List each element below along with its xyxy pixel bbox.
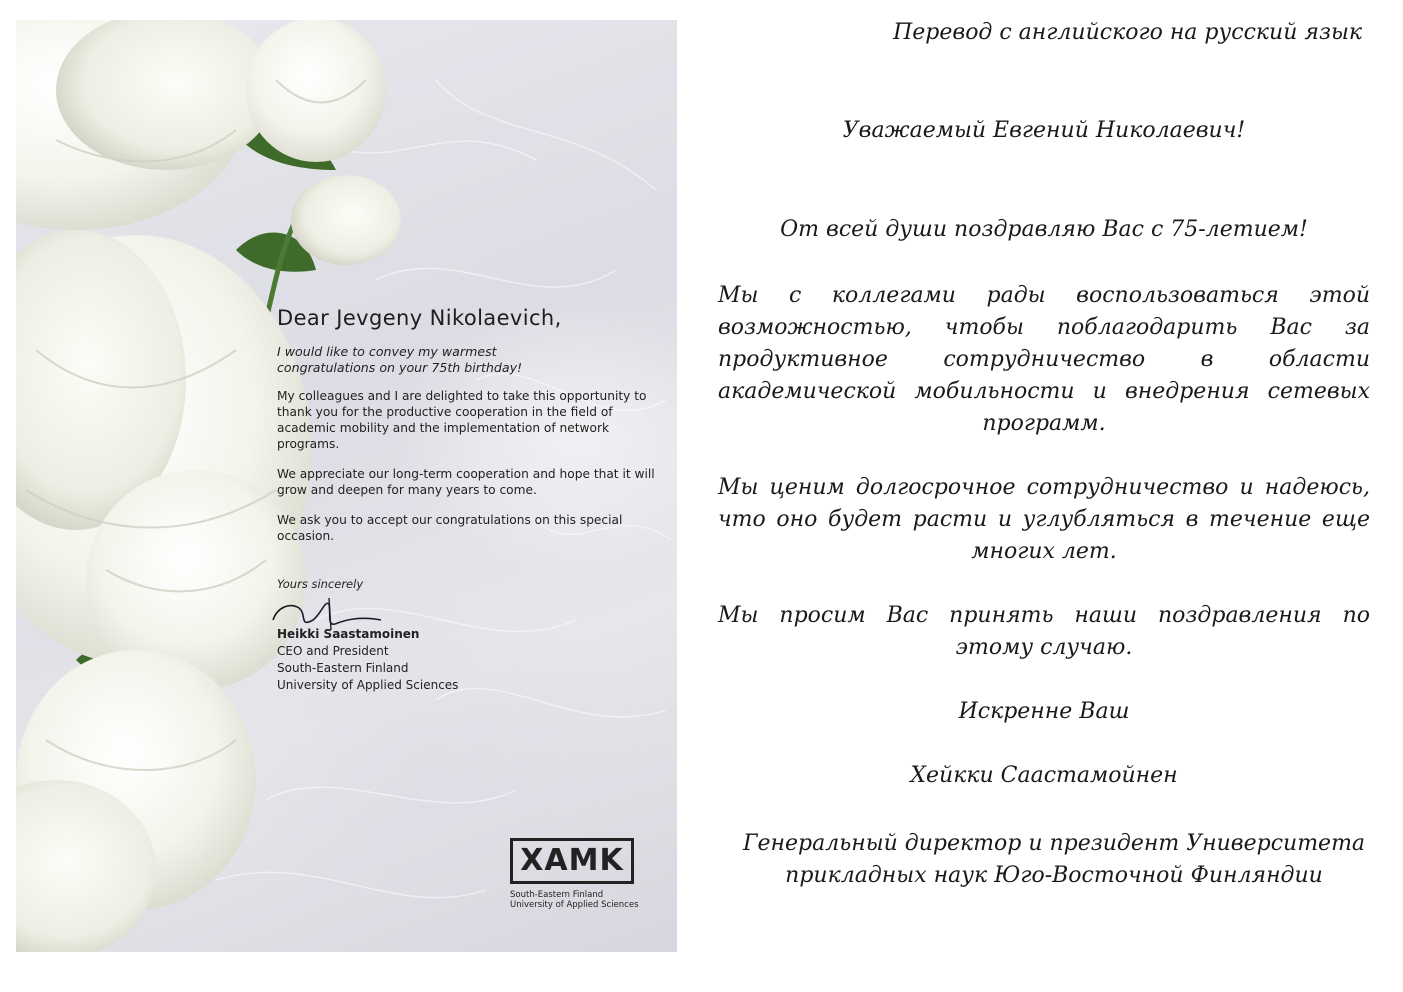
- signer-role: CEO and President: [277, 644, 389, 658]
- signer-name: Heikki Saastamoinen: [277, 627, 420, 641]
- translation-paragraph-2: Мы ценим долгосрочное сотрудничество и надеюсь, что оно будет расти и углубляться в течение еще многих лет.: [718, 475, 1370, 564]
- xamk-logo-line-1: South-Eastern Finland: [510, 890, 604, 900]
- translation-signer-title: Генеральный директор и президент Университета прикладных наук Юго-Восточной Финляндии: [742, 831, 1366, 888]
- signature: [277, 592, 657, 626]
- xamk-logo: [508, 838, 648, 910]
- letter-paragraph-2: We appreciate our long-term cooperation and hope that it will grow and deepen for many years to come.: [277, 467, 655, 497]
- translation-signer: Хейкки Саастамойнен: [910, 763, 1178, 788]
- letter-closing: Yours sincerely: [277, 577, 364, 591]
- letter-paragraph-3: We ask you to accept our congratulations on this special occasion.: [277, 513, 623, 543]
- translation-paragraph-3: Мы просим Вас принять наши поздравления по этому случаю.: [718, 603, 1370, 660]
- greeting-card: [16, 20, 677, 952]
- letter-salutation: Dear Jevgeny Nikolaevich,: [277, 306, 562, 330]
- signer-organization-line-1: South-Eastern Finland: [277, 661, 409, 675]
- signer-organization-line-2: University of Applied Sciences: [277, 678, 459, 692]
- xamk-logo-mark: XAMK: [510, 838, 634, 884]
- translation-closing: Искренне Ваш: [958, 699, 1130, 724]
- english-letter: [277, 306, 657, 694]
- letter-lead-sentence: I would like to convey my warmest congratulations on your 75th birthday!: [277, 344, 523, 375]
- translation-paragraph-1: Мы с коллегами рады воспользоваться этой возможностью, чтобы поблагодарить Вас за продуктивное сотрудничество в области академической мобильности и внедрения сетевых программ.: [718, 283, 1370, 436]
- translation-greeting: Уважаемый Евгений Николаевич!: [842, 118, 1246, 143]
- translation-header: Перевод с английского на русский язык: [893, 20, 1362, 45]
- letter-paragraph-1: My colleagues and I are delighted to take this opportunity to thank you for the productive cooperation in the field of academic mobility and the implementation of network programs.: [277, 389, 647, 451]
- translation-congratulation: От всей души поздравляю Вас с 75-летием!: [780, 217, 1308, 242]
- xamk-logo-line-2: University of Applied Sciences: [510, 900, 639, 910]
